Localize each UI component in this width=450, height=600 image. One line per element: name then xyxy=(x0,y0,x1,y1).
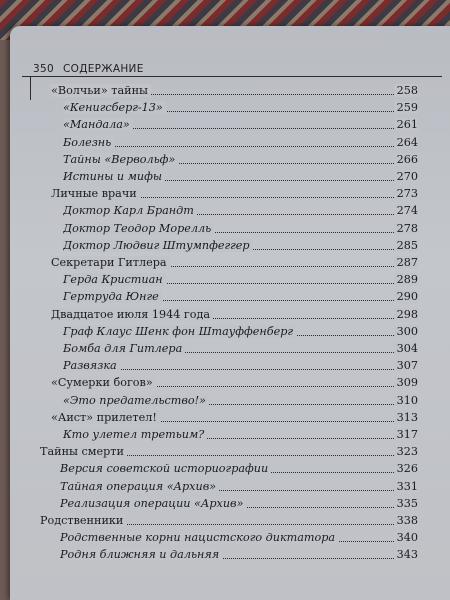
header-rule xyxy=(22,76,442,77)
toc-entry-title: «Аист» прилетел! xyxy=(51,410,157,424)
toc-entry-title: Развязка xyxy=(63,359,117,373)
toc-entry-page: 326 xyxy=(394,462,418,475)
toc-entry-page: 310 xyxy=(394,394,418,407)
toc-entry xyxy=(63,136,418,149)
toc-entry-page: 273 xyxy=(394,187,418,200)
toc-entry xyxy=(51,84,418,97)
toc-entry-page: 338 xyxy=(394,514,418,527)
toc-entry xyxy=(63,101,418,114)
toc-entry-title: Болезнь xyxy=(63,135,112,149)
toc-entry-title: Личные врачи xyxy=(51,187,137,201)
toc-entry-page: 300 xyxy=(394,325,418,338)
section-title: СОДЕРЖАНИЕ xyxy=(63,63,144,75)
toc-entry-page: 313 xyxy=(394,411,418,424)
toc-entry-title: «Сумерки богов» xyxy=(51,376,153,390)
toc-entry xyxy=(63,325,418,338)
toc-entry-page: 287 xyxy=(394,256,418,269)
toc-entry xyxy=(63,342,418,355)
toc-entry-page: 266 xyxy=(394,153,418,166)
toc-entry-title: Бомба для Гитлера xyxy=(63,342,183,355)
toc-entry-page: 278 xyxy=(394,222,418,235)
toc-entry-page: 304 xyxy=(394,342,418,355)
toc-entry xyxy=(63,118,418,131)
toc-entry xyxy=(51,308,418,321)
toc-entry-title: Тайная операция «Архив» xyxy=(60,479,217,493)
toc-entry xyxy=(60,480,418,493)
toc-entry-title: Доктор Карл Брандт xyxy=(63,204,194,218)
toc-entry-page: 317 xyxy=(394,428,418,441)
toc-entry xyxy=(63,290,418,303)
toc-entry-title: Родственные корни нацистского диктатора xyxy=(60,531,336,545)
toc-entry-page: 307 xyxy=(394,359,418,372)
toc-entry xyxy=(63,273,418,286)
toc-entry-page: 343 xyxy=(394,548,418,561)
toc-entry-title: «Кенигсберг-13» xyxy=(63,101,163,115)
toc-entry xyxy=(63,222,418,235)
toc-entry xyxy=(60,462,418,475)
page-number: 350 xyxy=(33,63,54,75)
toc-entry-page: 331 xyxy=(394,480,418,493)
toc-entry-title: Кто улетел третьим? xyxy=(63,428,205,441)
toc-entry-page: 290 xyxy=(394,290,418,303)
toc-entry-title: Доктор Теодор Морелль xyxy=(63,221,212,235)
toc-entry-page: 323 xyxy=(394,445,418,458)
toc-entry-title: Секретари Гитлера xyxy=(51,256,167,269)
toc-entry-title: «Волчьи» тайны xyxy=(51,84,148,97)
toc-entry xyxy=(63,170,418,183)
toc-entry xyxy=(63,394,418,407)
toc-entry xyxy=(60,548,418,561)
toc-entry-page: 259 xyxy=(394,101,418,114)
toc-entry-page: 264 xyxy=(394,136,418,149)
toc-entry-title: Двадцатое июля 1944 года xyxy=(51,307,211,321)
toc-entry-title: Тайны «Вервольф» xyxy=(63,152,176,166)
toc-entry-title: «Мандала» xyxy=(63,118,130,132)
toc-entry xyxy=(51,411,418,424)
toc-entry-title: Доктор Людвиг Штумпфеггер xyxy=(63,238,250,252)
toc-entry xyxy=(51,187,418,200)
toc-entry-title: Граф Клаус Шенк фон Штауффенберг xyxy=(63,324,294,338)
toc-entry-title: Герда Кристиан xyxy=(63,273,163,287)
toc-entry-title: «Это предательство!» xyxy=(63,393,206,407)
toc-entry xyxy=(60,497,418,510)
toc-entry-page: 289 xyxy=(394,273,418,286)
toc-entry-page: 270 xyxy=(394,170,418,183)
page-header xyxy=(33,63,144,75)
toc-entry xyxy=(63,204,418,217)
toc-entry-title: Гертруда Юнге xyxy=(63,290,159,304)
toc-entry xyxy=(51,376,418,389)
toc-entry-page: 309 xyxy=(394,376,418,389)
toc-entry-page: 285 xyxy=(394,239,418,252)
toc-entry-page: 298 xyxy=(394,308,418,321)
toc-entry-page: 274 xyxy=(394,204,418,217)
toc-entry-page: 258 xyxy=(394,84,418,97)
toc-entry xyxy=(51,256,418,269)
toc-entry-title: Истины и мифы xyxy=(63,170,162,183)
toc-entry xyxy=(63,359,418,372)
toc-entry xyxy=(60,531,418,544)
toc-entry-page: 340 xyxy=(394,531,418,544)
toc-entry xyxy=(63,239,418,252)
toc-entry-title: Родственники xyxy=(40,514,124,527)
toc-entry xyxy=(63,153,418,166)
toc-entry xyxy=(40,445,418,458)
toc-entry-page: 335 xyxy=(394,497,418,510)
toc-entry xyxy=(40,514,418,527)
header-vertical-rule xyxy=(30,76,31,100)
toc-entry-title: Реализация операции «Архив» xyxy=(60,496,244,510)
toc-entry-page: 261 xyxy=(394,118,418,131)
toc-entry-title: Тайны смерти xyxy=(40,445,124,459)
toc-entry xyxy=(63,428,418,441)
toc-entry-title: Версия советской историографии xyxy=(60,462,269,476)
toc-leader-dots xyxy=(63,146,418,147)
toc-entry-title: Родня ближняя и дальняя xyxy=(60,548,220,562)
